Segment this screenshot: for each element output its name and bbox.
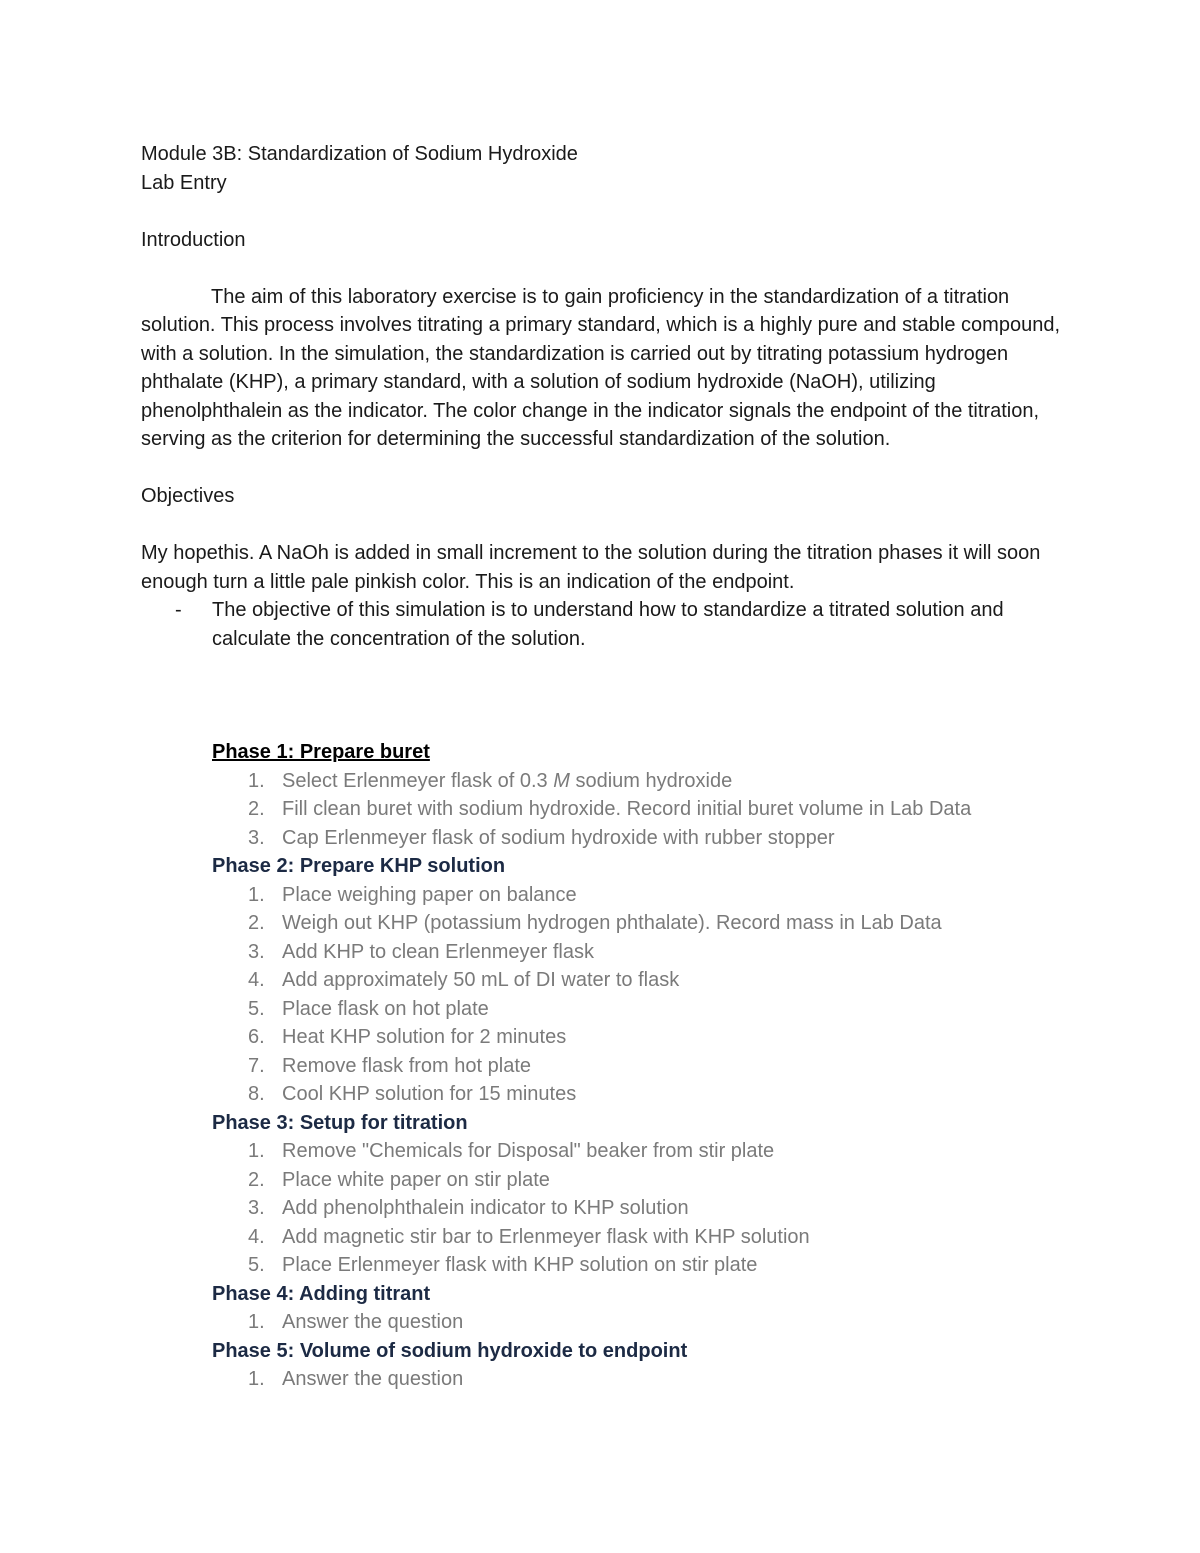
objective-bullet-text: The objective of this simulation is to understand how to standardize a titrated solution and calculate the concentration of the solution.: [212, 599, 1004, 650]
step-number: 3.: [248, 940, 265, 963]
step-text: Remove "Chemicals for Disposal" beaker from stir plate: [282, 1140, 775, 1162]
phase-step: [212, 767, 1071, 796]
phase-step: [212, 1251, 1071, 1280]
step-number: 1.: [248, 883, 265, 906]
step-text: Fill clean buret with sodium hydroxide. Record initial buret volume in Lab Data: [282, 798, 972, 820]
step-unit: M: [553, 769, 570, 792]
step-text: Cap Erlenmeyer flask of sodium hydroxide with rubber stopper: [282, 826, 835, 849]
step-number: 8.: [248, 1083, 265, 1105]
step-text: Add phenolphthalein indicator to KHP solution: [282, 1197, 689, 1219]
bullet-dash: -: [175, 599, 182, 621]
step-number: 3.: [248, 826, 265, 849]
document-subtitle: Lab Entry: [141, 171, 227, 194]
phase-step: [212, 1023, 1071, 1052]
introduction-heading: Introduction: [141, 228, 246, 251]
step-text: Select Erlenmeyer flask of 0.3: [282, 769, 554, 792]
step-text: Answer the question: [282, 1311, 464, 1333]
phase-step: [212, 995, 1071, 1024]
step-number: 1.: [248, 1311, 265, 1333]
step-number: 5.: [248, 997, 265, 1020]
step-number: 4.: [248, 969, 265, 991]
step-number: 2.: [248, 798, 265, 820]
phase-step: [212, 966, 1071, 995]
step-number: 2.: [248, 1168, 265, 1191]
step-text: Remove flask from hot plate: [282, 1054, 531, 1077]
phase-step: [212, 1194, 1071, 1223]
hypothesis-paragraph: My hopethis. A NaOh is added in small increment to the solution during the titration phases it will soon enough turn a little pale pinkish color. This is an indication of the endpoint.: [141, 542, 1041, 593]
phase-step: [212, 1080, 1071, 1109]
phase-step: [212, 909, 1071, 938]
step-number: 1.: [248, 1368, 265, 1390]
step-text: Answer the question: [282, 1368, 464, 1390]
phase-step: [212, 1365, 1071, 1394]
step-number: 6.: [248, 1026, 265, 1048]
step-text: Heat KHP solution for 2 minutes: [282, 1026, 567, 1048]
phase-heading: Phase 1: Prepare buret: [212, 741, 430, 763]
step-text: Weigh out KHP (potassium hydrogen phthalate). Record mass in Lab Data: [282, 912, 942, 934]
step-text: Add approximately 50 mL of DI water to flask: [282, 969, 680, 991]
step-text-suffix: sodium hydroxide: [569, 769, 733, 792]
introduction-paragraph: The aim of this laboratory exercise is to gain proficiency in the standardization of a titration solution. This process involves titrating a primary standard, which is a highly pure and stable compound, with a solution. In the simulation, the standardization is carried out by titrating potassium hydrogen phthalate (KHP), a primary standard, with a solution of sodium hydroxide (NaOH), utilizing phenolphthalein as the indicator. The color change in the indicator signals the endpoint of the titration, serving as the criterion for determining the successful standardization of the solution.: [141, 285, 1060, 450]
phase-step: [212, 824, 1071, 853]
phase-heading: Phase 3: Setup for titration: [212, 1111, 468, 1134]
phase-step: [212, 881, 1071, 910]
step-number: 2.: [248, 912, 265, 934]
phase-step: [212, 1052, 1071, 1081]
step-text: Place weighing paper on balance: [282, 883, 577, 906]
step-text: Cool KHP solution for 15 minutes: [282, 1083, 577, 1105]
step-text: Add magnetic stir bar to Erlenmeyer flask with KHP solution: [282, 1225, 810, 1248]
phase-step: [212, 1137, 1071, 1166]
phase-step: [212, 938, 1071, 967]
step-number: 3.: [248, 1197, 265, 1219]
step-number: 7.: [248, 1054, 265, 1077]
step-number: 1.: [248, 769, 265, 792]
step-text: Place Erlenmeyer flask with KHP solution on stir plate: [282, 1254, 758, 1276]
phase-heading: Phase 5: Volume of sodium hydroxide to endpoint: [212, 1339, 688, 1362]
phases-list: [212, 738, 1071, 1394]
phase-step: [212, 795, 1071, 824]
step-number: 1.: [248, 1140, 265, 1162]
phase-step: [212, 1223, 1071, 1252]
step-text: Place white paper on stir plate: [282, 1168, 550, 1191]
step-text: Add KHP to clean Erlenmeyer flask: [282, 940, 595, 963]
document-page: [141, 140, 1071, 1394]
objectives-heading: Objectives: [141, 485, 235, 507]
phase-step: [212, 1166, 1071, 1195]
step-number: 4.: [248, 1225, 265, 1248]
step-text: Place flask on hot plate: [282, 997, 489, 1020]
objective-bullet: [141, 596, 1072, 653]
phase-heading: Phase 4: Adding titrant: [212, 1282, 431, 1305]
step-number: 5.: [248, 1254, 265, 1276]
document-title: Module 3B: Standardization of Sodium Hydroxide: [141, 143, 578, 165]
phase-heading: Phase 2: Prepare KHP solution: [212, 855, 506, 877]
phase-step: [212, 1308, 1071, 1337]
